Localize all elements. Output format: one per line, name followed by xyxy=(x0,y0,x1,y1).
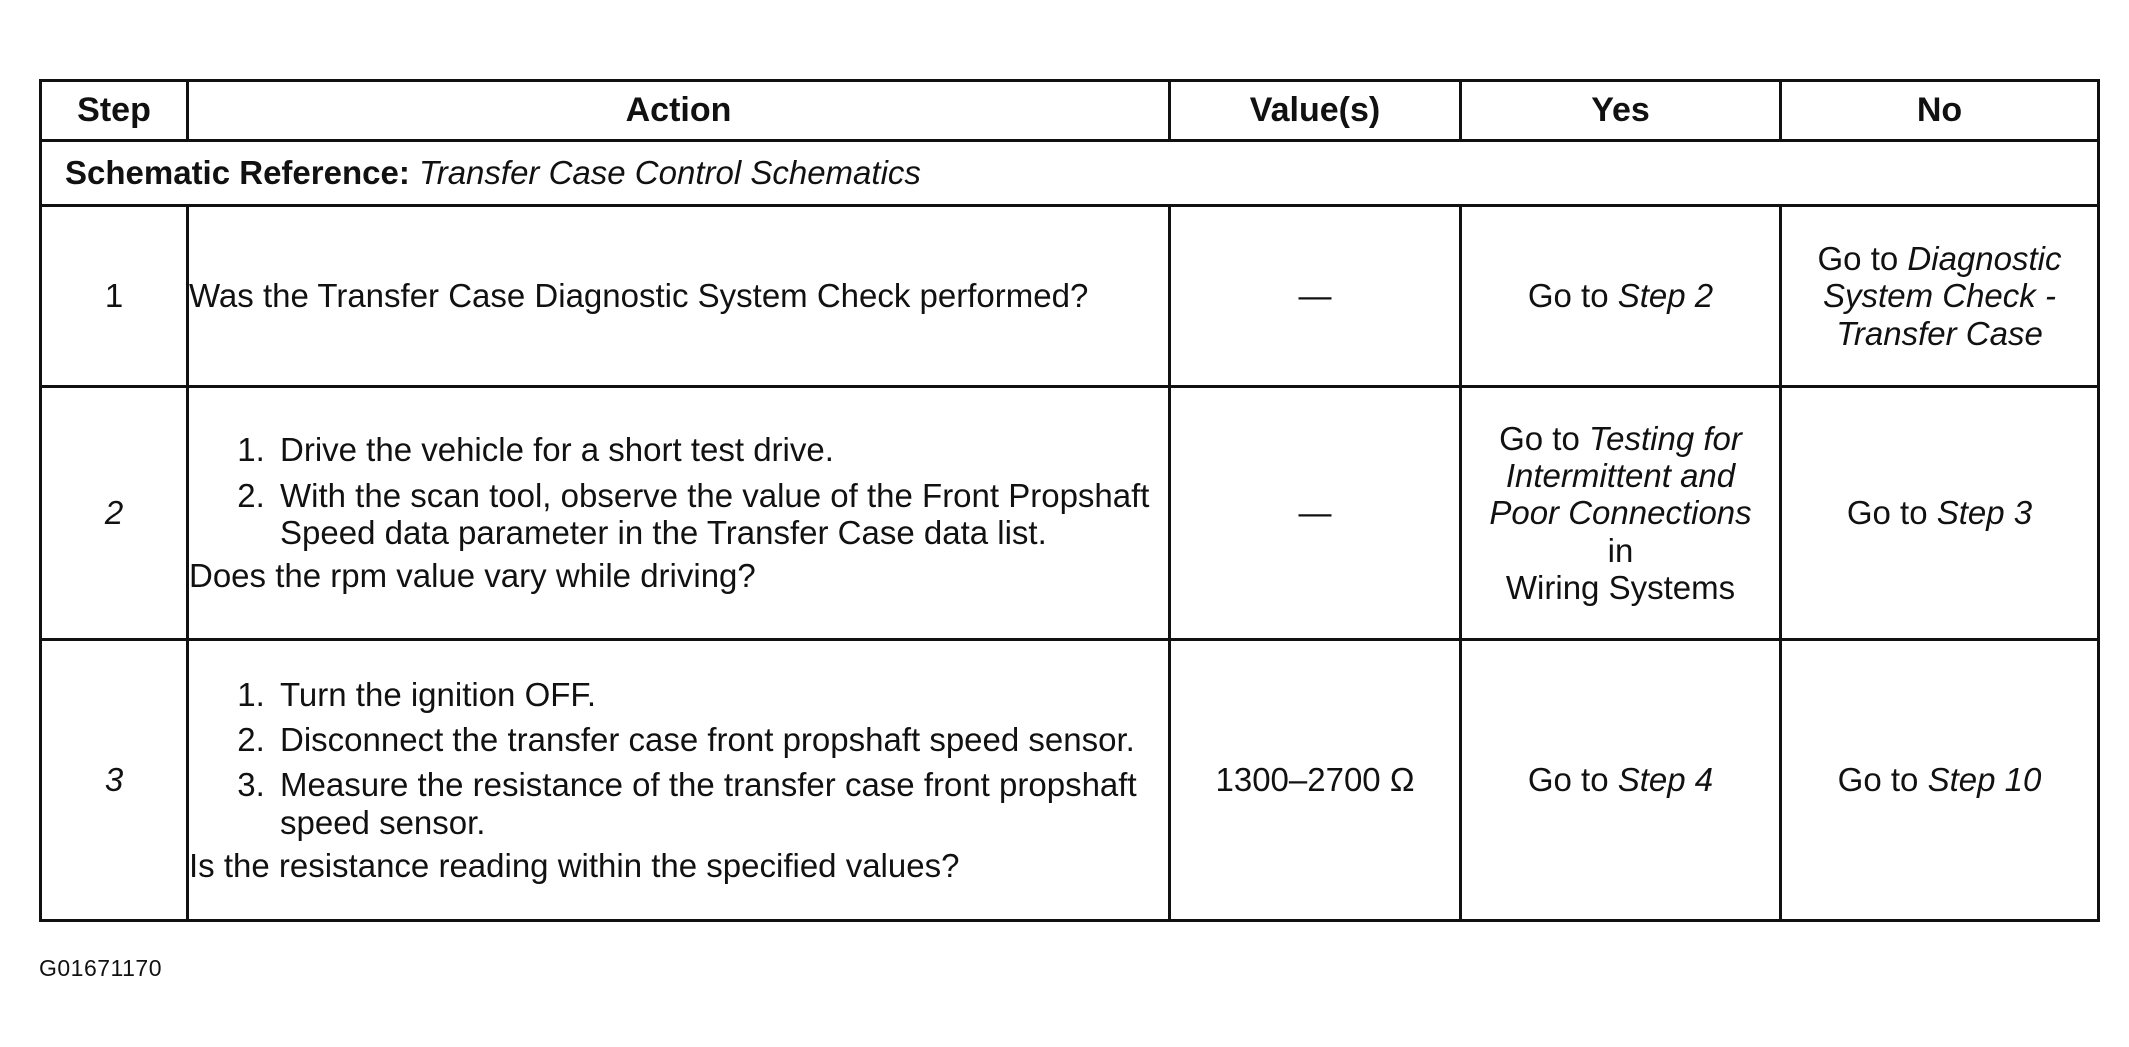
yes-link-line3[interactable]: Poor Connections xyxy=(1489,494,1752,532)
schematic-reference-cell xyxy=(41,141,2099,206)
action-cell xyxy=(188,387,1170,640)
no-link-line2[interactable]: System Check - xyxy=(1823,277,2056,315)
no-cell xyxy=(1781,387,2099,640)
no-cell xyxy=(1781,206,2099,387)
header-step: Step xyxy=(41,81,188,141)
yes-prefix: Go to xyxy=(1527,761,1609,799)
step-number: 3 xyxy=(41,640,188,921)
yes-in: in xyxy=(1607,531,1634,569)
no-prefix: Go to xyxy=(1817,240,1899,278)
action-item: 1. Drive the vehicle for a short test drive. xyxy=(274,431,1168,468)
action-item: 2. With the scan tool, observe the value of the Front Propshaft Speed data parameter in the Transfer Case data list. xyxy=(274,477,1168,552)
yes-suffix[interactable]: Wiring Systems xyxy=(1505,568,1736,606)
action-cell xyxy=(188,640,1170,921)
action-question: Does the rpm value vary while driving? xyxy=(189,557,756,595)
header-action: Action xyxy=(188,81,1170,141)
header-value: Value(s) xyxy=(1170,81,1461,141)
table-row xyxy=(41,387,2099,640)
value-cell: — xyxy=(1170,387,1461,640)
no-prefix: Go to xyxy=(1837,761,1919,799)
header-row xyxy=(41,81,2099,141)
yes-link-line1[interactable]: Testing for xyxy=(1589,419,1742,457)
no-link[interactable]: Step 10 xyxy=(1927,761,2042,799)
action-item: 2. Disconnect the transfer case front propshaft speed sensor. xyxy=(274,721,1168,758)
action-item: 3. Measure the resistance of the transfer case front propshaft speed sensor. xyxy=(274,766,1168,841)
schematic-reference-row xyxy=(41,141,2099,206)
no-link-line1[interactable]: Diagnostic xyxy=(1907,240,2062,278)
step-number: 1 xyxy=(41,206,188,387)
action-list xyxy=(189,676,1168,841)
table-row xyxy=(41,206,2099,387)
schematic-reference-label: Schematic Reference: xyxy=(65,154,410,192)
no-cell xyxy=(1781,640,2099,921)
yes-cell xyxy=(1461,387,1781,640)
no-prefix: Go to xyxy=(1846,494,1928,532)
no-link[interactable]: Step 3 xyxy=(1936,494,2033,532)
step-number: 2 xyxy=(41,387,188,640)
yes-link[interactable]: Step 4 xyxy=(1617,761,1714,799)
table-row xyxy=(41,640,2099,921)
action-item: 1. Turn the ignition OFF. xyxy=(274,676,1168,713)
yes-prefix: Go to xyxy=(1499,419,1580,457)
yes-link[interactable]: Step 2 xyxy=(1617,277,1714,315)
schematic-reference-link[interactable]: Transfer Case Control Schematics xyxy=(419,154,921,192)
header-yes: Yes xyxy=(1461,81,1781,141)
yes-cell xyxy=(1461,206,1781,387)
yes-link-line2[interactable]: Intermittent and xyxy=(1505,457,1736,495)
value-cell: 1300–2700 Ω xyxy=(1170,640,1461,921)
header-no: No xyxy=(1781,81,2099,141)
action-question: Was the Transfer Case Diagnostic System Check performed? xyxy=(189,277,1089,315)
diagnostic-table xyxy=(39,79,2100,922)
yes-prefix: Go to xyxy=(1527,277,1609,315)
yes-cell xyxy=(1461,640,1781,921)
action-list xyxy=(189,431,1168,551)
no-link-line3[interactable]: Transfer Case xyxy=(1836,314,2043,352)
figure-id: G01671170 xyxy=(39,955,163,981)
action-cell xyxy=(188,206,1170,387)
action-question: Is the resistance reading within the specified values? xyxy=(189,846,960,884)
value-cell: — xyxy=(1170,206,1461,387)
